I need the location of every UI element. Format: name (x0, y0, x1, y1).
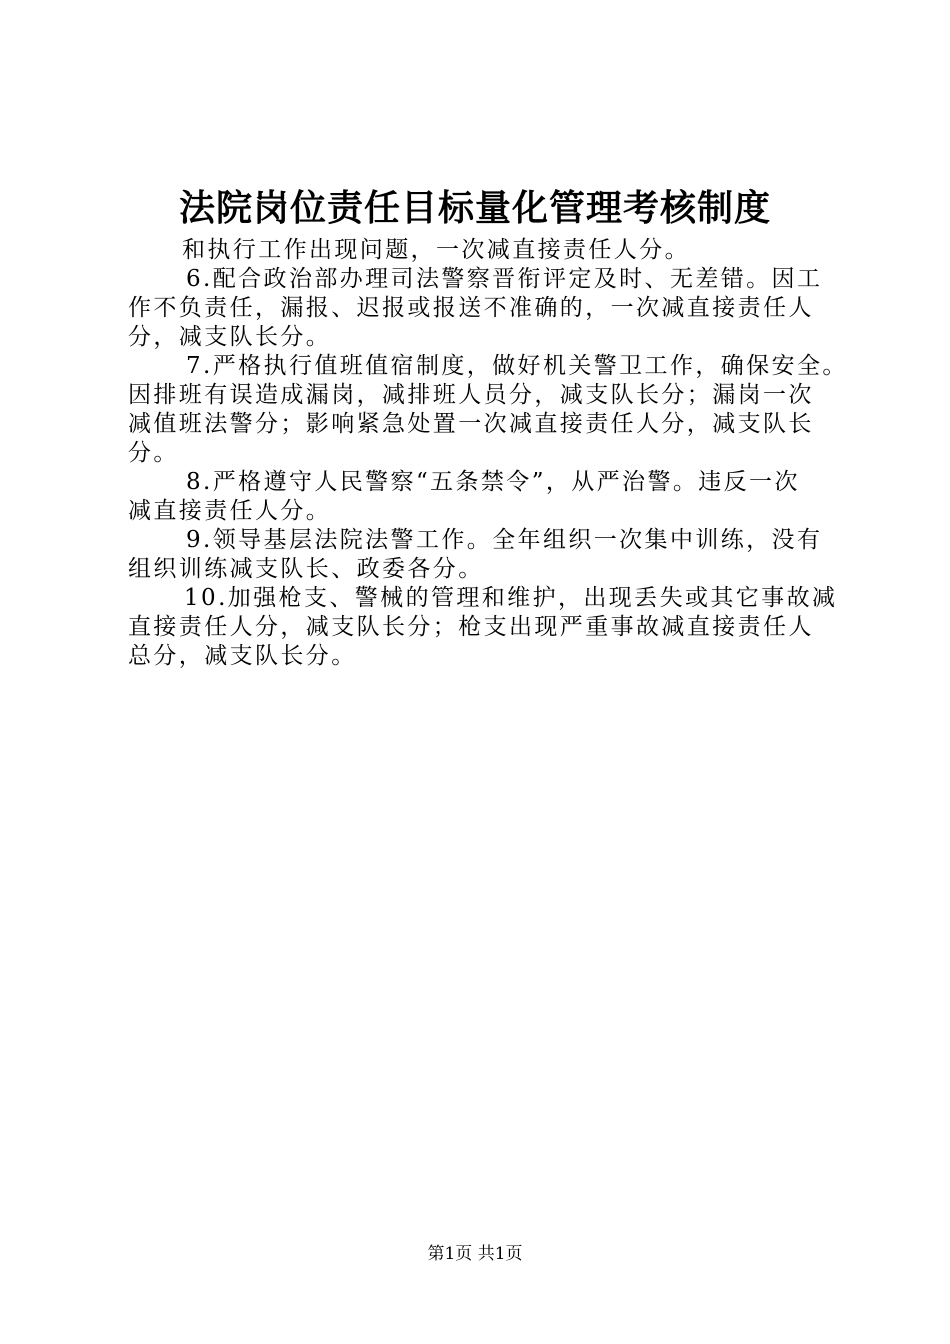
paragraph-line: 组织训练减支队长、政委各分。 (128, 556, 484, 582)
page-number: 第1页 共1页 (427, 1244, 523, 1264)
paragraph-line: 7.严格执行值班值宿制度，做好机关警卫工作，确保安全。 (186, 353, 848, 379)
paragraph-line: 减值班法警分；影响紧急处置一次减直接责任人分，减支队长 (128, 411, 814, 437)
document-title: 法院岗位责任目标量化管理考核制度 (178, 187, 771, 229)
document-body (128, 236, 848, 671)
paragraph-line: 8.严格遵守人民警察“五条禁令”，从严治警。违反一次 (186, 469, 800, 495)
paragraph-line: 分。 (128, 440, 179, 466)
paragraph-line: 因排班有误造成漏岗，减排班人员分，减支队长分；漏岗一次 (128, 382, 814, 408)
paragraph-line: 减直接责任人分。 (128, 498, 332, 524)
paragraph-line: 总分，减支队长分。 (128, 643, 357, 669)
paragraph-line: 和执行工作出现问题，一次减直接责任人分。 (182, 237, 690, 263)
paragraph-line: 直接责任人分，减支队长分；枪支出现严重事故减直接责任人 (128, 614, 814, 640)
paragraph-line: 分，减支队长分。 (128, 324, 332, 350)
paragraph-line: 9.领导基层法院法警工作。全年组织一次集中训练，没有 (186, 527, 823, 553)
paragraph-line: 10.加强枪支、警械的管理和维护，出现丢失或其它事故减 (184, 585, 838, 611)
paragraph-line: 作不负责任，漏报、迟报或报送不准确的，一次减直接责任人 (128, 295, 814, 321)
paragraph-line: 6.配合政治部办理司法警察晋衔评定及时、无差错。因工 (186, 266, 823, 292)
